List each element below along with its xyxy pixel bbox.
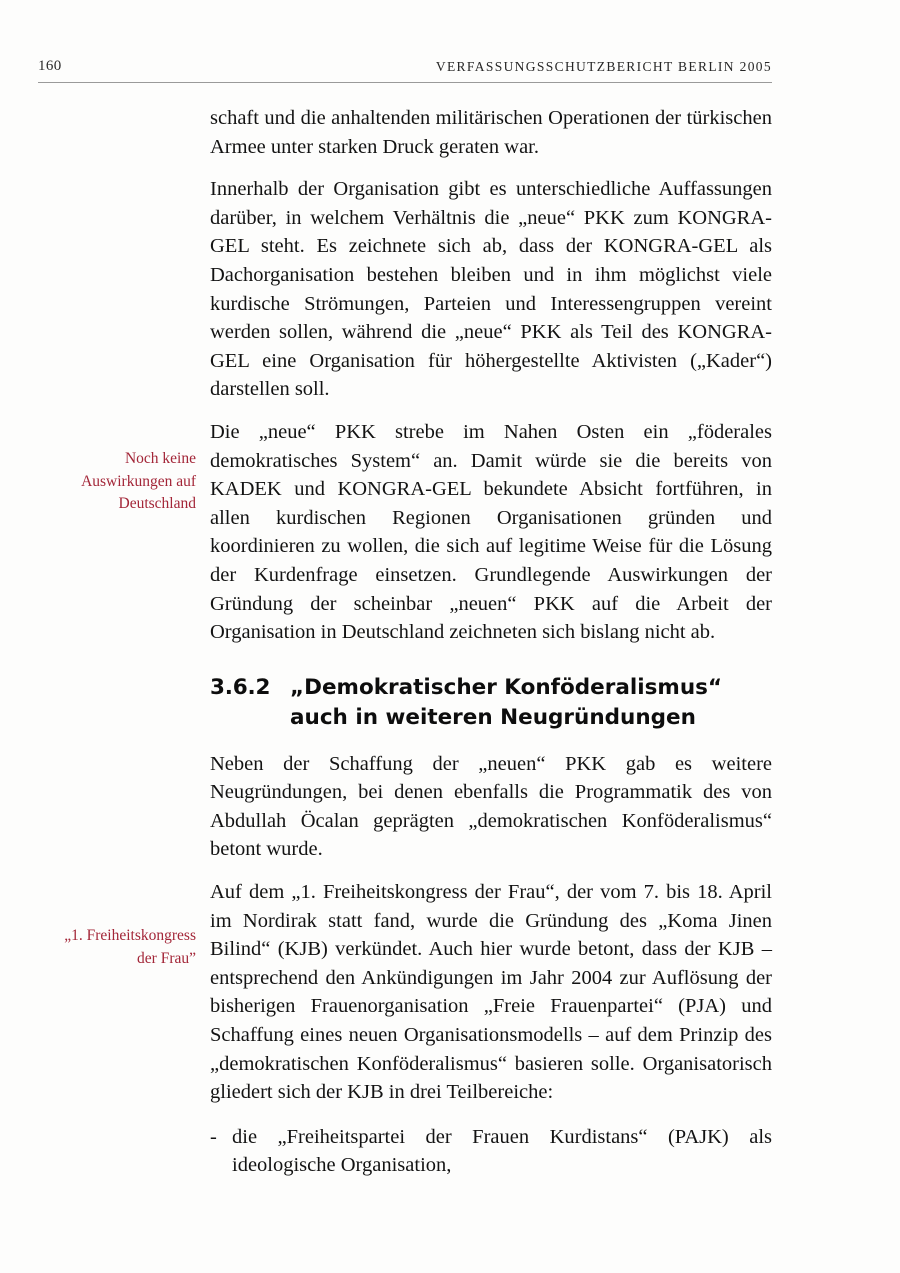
section-title-line-1: „Demokratischer Konföderalismus“: [290, 674, 723, 700]
list-item-text: die „Freiheitspartei der Frauen Kurdistans“ (PAJK) als ideologische Organisation,: [232, 1125, 772, 1177]
margin-note-erster-freiheitskongress: [28, 925, 196, 970]
list-dash-marker: -: [210, 1125, 217, 1148]
running-head: [38, 58, 772, 82]
section-title: [290, 673, 772, 733]
margin-note-line: Noch keine: [124, 450, 196, 467]
header-rule: [38, 82, 772, 83]
section-title-line-2: auch in weiteren Neugründungen: [290, 704, 696, 730]
paragraph-die-neue-pkk-strebe: Die „neue“ PKK strebe im Nahen Osten ein „föderales demokratisches System“ an. Damit würde sie die bereits von KADEK und KONGRA-GEL bekundete Absicht fortführen, in allen kurdischen Regionen Organisationen gründen und koordinieren zu wollen, die sich auf legitime Weise für die Lösung der Kurdenfrage einsetzen. Grundlegende Auswirkungen der Gründung der scheinbar „neuen“ PKK auf die Arbeit der Organisation in Deutschland zeichneten sich bislang nicht ab.: [210, 420, 772, 644]
margin-note-noch-keine-auswirkungen: [28, 448, 196, 516]
running-head-title: VERFASSUNGSSCHUTZBERICHT BERLIN 2005: [435, 59, 772, 74]
section-heading: [210, 673, 772, 733]
margin-note-line: „1. Freiheitskongress: [64, 927, 196, 944]
list-item: [210, 1123, 772, 1180]
paragraph-innerhalb-der-organisation: Innerhalb der Organisation gibt es unterschiedliche Auffassungen darüber, in welchem Verhältnis die „neue“ PKK zum KONGRA-GEL steht. Es zeichnete sich ab, dass der KONGRA-GEL als Dachorganisation bestehen bleiben und in ihm möglichst viele kurdische Strömungen, Parteien und Interessengruppen vereint werden sollen, während die „neue“ PKK als Teil des KONGRA-GEL eine Organisation für höhergestellte Aktivisten („Kader“) darstellen soll.: [210, 178, 772, 401]
paragraph-neben-der-schaffung: Neben der Schaffung der „neuen“ PKK gab es weitere Neugründungen, bei denen ebenfalls die Programmatik des von Abdullah Öcalan geprägten „demokratischen Konföderalismus“ betont wurde.: [210, 752, 772, 861]
margin-note-line: Deutschland: [118, 495, 196, 512]
paragraph-schaft-und-die: schaft und die anhaltenden militärischen Operationen der türkischen Armee unter starken Druck geraten war.: [210, 107, 772, 158]
section-number: 3.6.2: [210, 674, 271, 700]
paragraph-auf-dem-ersten-freiheitskongress: Auf dem „1. Freiheitskongress der Frau“, der vom 7. bis 18. April im Nordirak statt fand, wurde die Gründung des „Koma Jinen Bilind“ (KJB) verkündet. Auch hier wurde betont, dass der KJB – entsprechend den Ankündigungen im Jahr 2004 zur Auflösung der bisherigen Frauenorganisation „Freie Frauenpartei“ (PJA) und Schaffung eines neuen Organisationsmodells – auf dem Prinzip des „demokratischen Konföderalismus“ basieren solle. Organisatorisch gliedert sich der KJB in drei Teilbereiche:: [210, 881, 772, 1104]
teilbereiche-list: [210, 1123, 772, 1180]
page-number: 160: [38, 58, 62, 74]
margin-note-line: der Frau”: [137, 949, 196, 967]
margin-note-line: Auswirkungen auf: [81, 472, 196, 490]
text-column: [210, 104, 772, 1186]
